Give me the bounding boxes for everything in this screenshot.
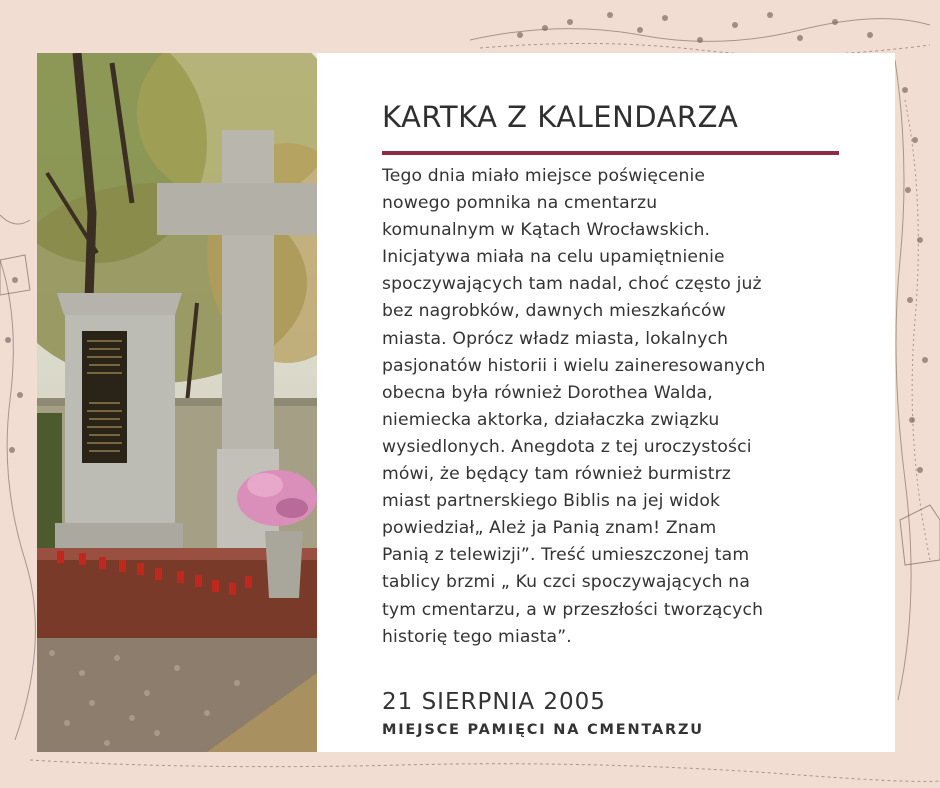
article-body-line: miasta. Oprócz władz miasta, lokalnych	[382, 328, 729, 349]
article-body-line: komunalnym w Kątach Wrocławskich.	[382, 220, 711, 241]
article-body-line: Panią z telewizji”. Treść umieszczonej tam	[382, 545, 750, 566]
article-body-line: obecna była również Dorothea Walda,	[382, 382, 713, 403]
page-title: KARTKA Z KALENDARZA	[382, 100, 739, 134]
article-body-line: spoczywających tam nadal, choć często już	[382, 274, 762, 295]
article-body-line: pasjonatów historii i wielu zaineresowanych	[382, 355, 766, 376]
article-body-line: tym cmentarzu, a w przeszłości tworzących	[382, 599, 764, 620]
article-body-line: mówi, że będący tam również burmistrz	[382, 464, 731, 485]
article-body-line: tablicy brzmi „ Ku czci spoczywających na	[382, 572, 751, 593]
memorial-photo	[37, 53, 317, 752]
article-body-line: Tego dnia miało miejsce poświęcenie	[382, 166, 706, 186]
article-body-line: miast partnerskiego Biblis na jej widok	[382, 491, 721, 512]
article-body-line: nowego pomnika na cmentarzu	[382, 193, 658, 214]
event-subtitle: MIEJSCE PAMIĘCI NA CMENTARZU	[382, 722, 704, 738]
article-body	[382, 163, 802, 651]
article-body-line: Inicjatywa miała na celu upamiętnienie	[382, 247, 725, 268]
article-body-line: historię tego miasta”.	[382, 626, 572, 647]
event-date: 21 SIERPNIA 2005	[382, 689, 606, 715]
article-body-line: bez nagrobków, dawnych mieszkańców	[382, 301, 726, 322]
article-body-line: powiedział„ Ależ ja Panią znam! Znam	[382, 518, 717, 539]
article-body-line: niemiecka aktorka, działaczka związku	[382, 409, 720, 430]
article-body-line: wysiedlonych. Anegdota z tej uroczystości	[382, 436, 752, 457]
title-divider	[382, 151, 839, 155]
